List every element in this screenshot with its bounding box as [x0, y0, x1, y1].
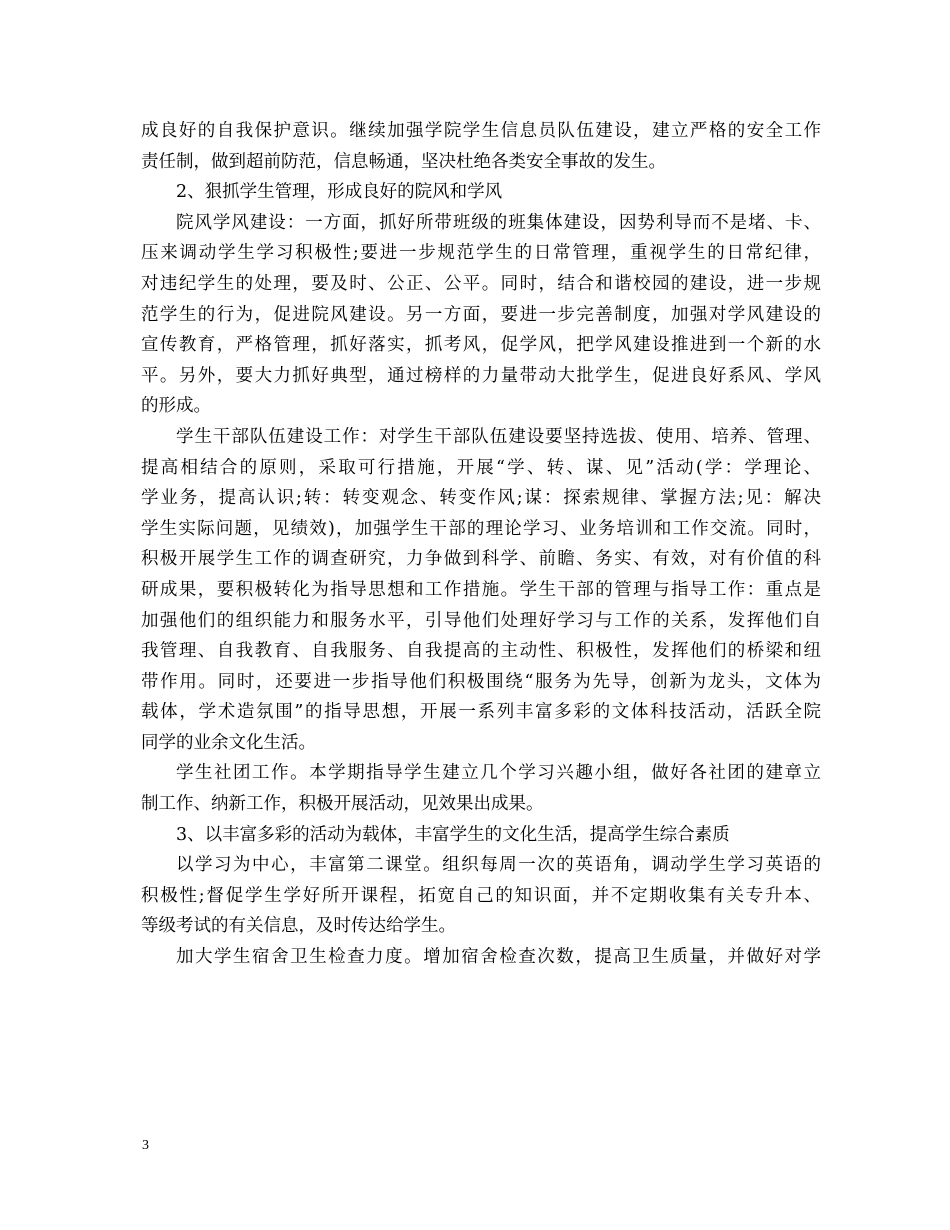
- text-line: 对违纪学生的处理，要及时、公正、公平。同时，结合和谐校园的建设，进一步规: [141, 273, 821, 294]
- document-body: [141, 116, 821, 973]
- text-line: 压来调动学生学习积极性;要进一步规范学生的日常管理，重视学生的日常纪律，: [141, 243, 821, 264]
- text-line: 学生干部队伍建设工作：对学生干部队伍建设要坚持选拔、使用、培养、管理、: [176, 426, 821, 447]
- text-line: 2、狠抓学生管理，形成良好的院风和学风: [176, 182, 503, 203]
- text-line: 积极开展学生工作的调查研究，力争做到科学、前瞻、务实、有效，对有价值的科: [141, 549, 821, 570]
- text-line: 院风学风建设：一方面，抓好所带班级的班集体建设，因势利导而不是堵、卡、: [176, 212, 821, 233]
- text-line: 等级考试的有关信息，及时传达给学生。: [141, 916, 456, 937]
- text-line: 制工作、纳新工作，积极开展活动，见效果出成果。: [141, 794, 544, 815]
- text-line: 平。另外，要大力抓好典型，通过榜样的力量带动大批学生，促进良好系风、学风: [141, 365, 821, 386]
- page-number: 3: [142, 1138, 149, 1153]
- text-line: 责任制，做到超前防范，信息畅通，坚决杜绝各类安全事故的发生。: [141, 151, 666, 172]
- text-line: 积极性;督促学生学好所开课程，拓宽自己的知识面，并不定期收集有关专升本、: [141, 885, 821, 906]
- text-line: 提高相结合的原则，采取可行措施，开展“学、转、谋、见”活动(学：学理论、: [141, 457, 821, 478]
- text-line: 学生实际问题，见绩效)，加强学生干部的理论学习、业务培训和工作交流。同时，: [141, 518, 821, 539]
- text-line: 同学的业余文化生活。: [141, 732, 316, 753]
- text-line: 我管理、自我教育、自我服务、自我提高的主动性、积极性，发挥他们的桥梁和纽: [141, 641, 821, 662]
- text-line: 加强他们的组织能力和服务水平，引导他们处理好学习与工作的关系，发挥他们自: [141, 610, 821, 631]
- text-line: 研成果，要积极转化为指导思想和工作措施。学生干部的管理与指导工作：重点是: [141, 579, 821, 600]
- text-line: 3、以丰富多彩的活动为载体，丰富学生的文化生活，提高学生综合素质: [176, 824, 730, 845]
- text-line: 的形成。: [141, 396, 211, 417]
- text-line: 范学生的行为，促进院风建设。另一方面，要进一步完善制度，加强对学风建设的: [141, 304, 821, 325]
- text-line: 学生社团工作。本学期指导学生建立几个学习兴趣小组，做好各社团的建章立: [176, 763, 821, 784]
- text-line: 成良好的自我保护意识。继续加强学院学生信息员队伍建设，建立严格的安全工作: [141, 121, 821, 141]
- text-line: 宣传教育，严格管理，抓好落实，抓考风，促学风，把学风建设推进到一个新的水: [141, 335, 821, 356]
- text-line: 带作用。同时，还要进一步指导他们积极围绕“服务为先导，创新为龙头，文体为: [141, 671, 821, 692]
- text-line: 载体，学术造氛围”的指导思想，开展一系列丰富多彩的文体科技活动，活跃全院: [141, 702, 821, 723]
- text-line: 学业务，提高认识;转：转变观念、转变作风;谋：探索规律、掌握方法;见：解决: [141, 488, 821, 509]
- text-line: 以学习为中心，丰富第二课堂。组织每周一次的英语角，调动学生学习英语的: [176, 855, 821, 876]
- text-line: 加大学生宿舍卫生检查力度。增加宿舍检查次数，提高卫生质量，并做好对学: [176, 947, 821, 968]
